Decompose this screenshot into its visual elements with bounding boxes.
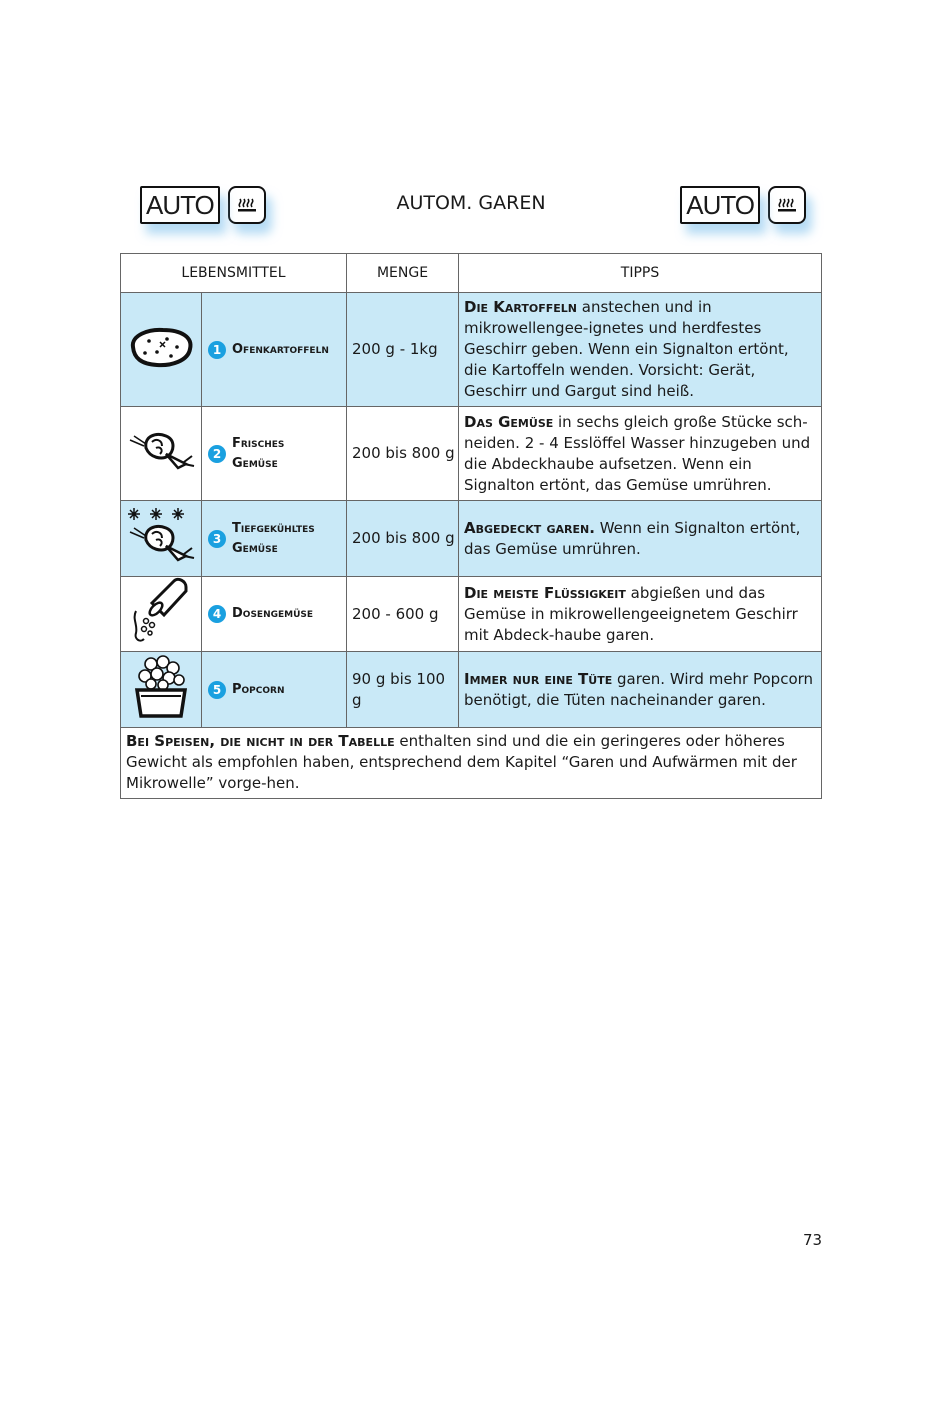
vegetable-icon: [121, 407, 202, 501]
food-name-cell: [202, 577, 347, 652]
column-header-tips: TIPPS: [459, 254, 822, 293]
quantity-cell: 200 - 600 g: [347, 577, 459, 652]
table-header-row: [121, 254, 822, 293]
food-name-cell: [202, 652, 347, 728]
item-number: 2: [208, 445, 226, 463]
header-icons-right: [680, 186, 806, 224]
quantity-cell: 90 g bis 100 g: [347, 652, 459, 728]
page-number: 73: [803, 1231, 823, 1249]
food-name: Ofenkartoffeln: [232, 341, 329, 357]
table-note: [121, 728, 822, 799]
auto-cook-table: [120, 253, 822, 799]
page-header: [120, 186, 822, 230]
table-row: [121, 577, 822, 652]
quantity-cell: 200 bis 800 g: [347, 407, 459, 501]
table-note-row: [121, 728, 822, 799]
food-name: Tiefgekühltes: [232, 520, 315, 536]
tip-lead: Die meiste Flüssigkeit: [464, 583, 626, 602]
table-row: [121, 407, 822, 501]
tip-cell: [459, 577, 822, 652]
item-number: 1: [208, 341, 226, 359]
auto-label-left: AUTO: [140, 186, 220, 224]
canned-vegetable-icon: [121, 577, 202, 652]
microwave-icon: [768, 186, 806, 224]
tip-lead: Abgedeckt garen.: [464, 518, 595, 537]
food-name-cell: [202, 501, 347, 577]
food-name-cell: [202, 293, 347, 407]
table-row: [121, 293, 822, 407]
food-name-cell: [202, 407, 347, 501]
food-name: Frisches: [232, 435, 285, 451]
food-name: Popcorn: [232, 681, 285, 697]
table-row: [121, 501, 822, 577]
popcorn-icon: [121, 652, 202, 728]
tip-cell: [459, 652, 822, 728]
table-row: [121, 652, 822, 728]
item-number: 3: [208, 530, 226, 548]
column-header-food: LEBENSMITTEL: [121, 254, 347, 293]
tip-lead: Immer nur eine Tüte: [464, 669, 613, 688]
quantity-cell: 200 g - 1kg: [347, 293, 459, 407]
item-number: 5: [208, 681, 226, 699]
frozen-vegetable-icon: [121, 501, 202, 577]
tip-cell: [459, 407, 822, 501]
tip-text: abgießen und das Gemüse in mikrowellengeeignetem Geschirr mit Abdeck-haube garen.: [464, 583, 798, 644]
tip-lead: Das Gemüse: [464, 412, 554, 431]
tip-cell: [459, 293, 822, 407]
tip-text: anstechen und in mikrowellengee-ignetes und herdfestes Geschirr geben. Wenn ein Signalton ertönt, die Kartoffeln wenden. Vorsicht: Gerät, Geschirr und Gargut sind heiß.: [464, 298, 789, 400]
food-name: Dosengemüse: [232, 606, 314, 621]
note-text: enthalten sind und die ein geringeres oder höheres Gewicht als empfohlen haben, entsprechend dem Kapitel “Garen und Aufwärmen mit der Mikrowelle” vorge-hen.: [126, 732, 797, 792]
quantity-cell: 200 bis 800 g: [347, 501, 459, 577]
tip-text: Wenn ein Signalton ertönt, das Gemüse umrühren.: [464, 518, 801, 558]
food-name-line2: Gemüse: [232, 540, 278, 556]
potato-icon: [121, 293, 202, 407]
tip-text: garen. Wird mehr Popcorn benötigt, die Tüten nacheinander garen.: [464, 669, 814, 709]
auto-label-right: AUTO: [680, 186, 760, 224]
item-number: 4: [208, 605, 226, 623]
note-lead: Bei Speisen, die nicht in der Tabelle: [126, 732, 395, 750]
column-header-quantity: MENGE: [347, 254, 459, 293]
food-name-line2: Gemüse: [232, 455, 278, 471]
tip-cell: [459, 501, 822, 577]
page-title: AUTOM. GAREN: [396, 192, 546, 214]
tip-text: in sechs gleich große Stücke sch-neiden. 2 - 4 Esslöffel Wasser hinzugeben und die Abdeckhaube aufsetzen. Wenn ein Signalton ertönt, das Gemüse umrühren.: [464, 412, 811, 494]
tip-lead: Die Kartoffeln: [464, 298, 578, 316]
